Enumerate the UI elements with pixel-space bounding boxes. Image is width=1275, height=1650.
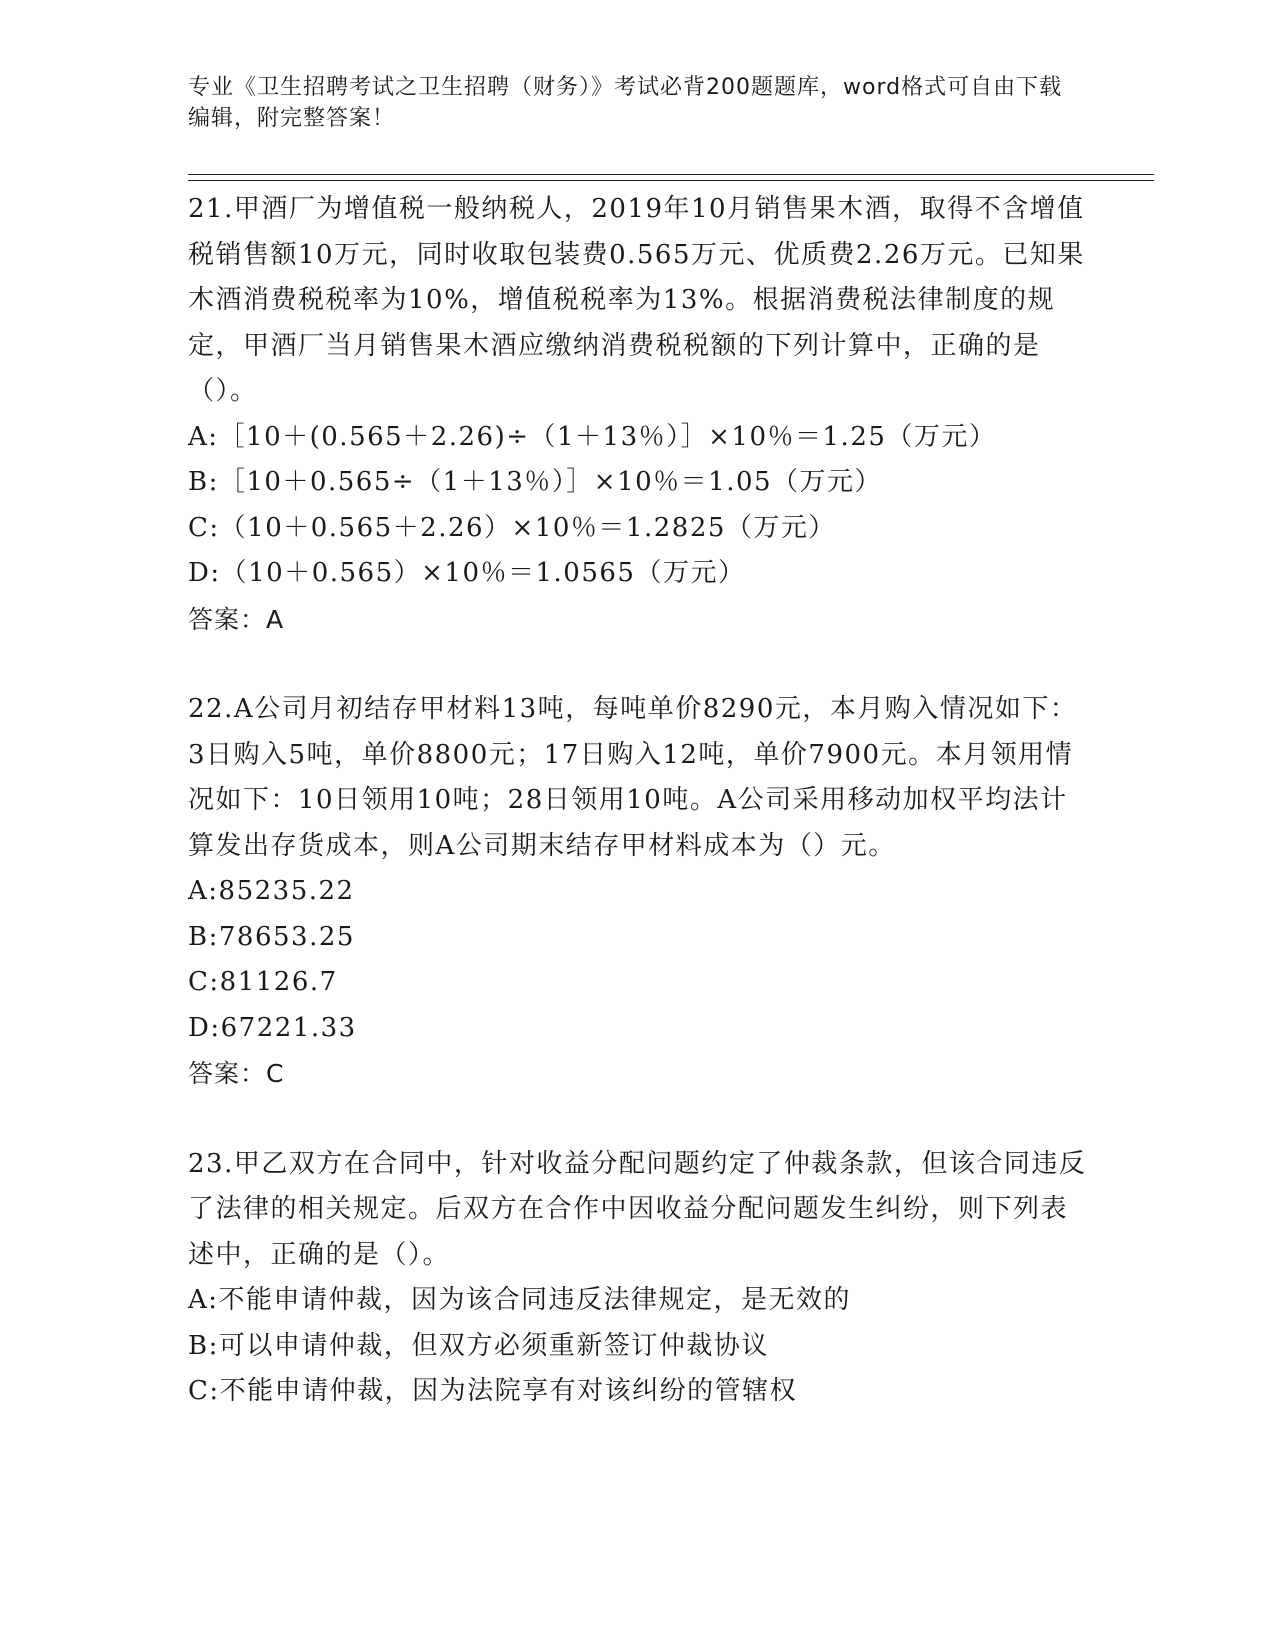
option-c: C:81126.7	[188, 967, 338, 997]
document-header: 专业《卫生招聘考试之卫生招聘（财务）》考试必背200题题库，word格式可自由下载编辑，附完整答案！	[188, 75, 1063, 131]
question-21	[188, 187, 1088, 642]
header-divider-top	[188, 174, 1154, 175]
option-a: A:85235.22	[188, 876, 355, 906]
option-a: A:不能申请仲裁，因为该合同违反法律规定，是无效的	[188, 1285, 852, 1315]
question-list	[188, 187, 1088, 1415]
question-23	[188, 1142, 1088, 1415]
question-spacer	[188, 1097, 1088, 1142]
option-d: D:67221.33	[188, 1012, 357, 1043]
question-22	[188, 687, 1088, 1097]
answer-line: 答案：A	[188, 604, 285, 634]
question-stem: 22.A公司月初结存甲材料13吨，每吨单价8290元，本月购入情况如下：3日购入5吨，单价8800元；17日购入12吨，单价7900元。本月领用情况如下：10日领用10吨；28日领用10吨。A公司采用移动加权平均法计算发出存货成本，则A公司期末结存甲材料成本为（）元。	[188, 694, 1078, 861]
option-c: C:不能申请仲裁，因为法院享有对该纠纷的管辖权	[188, 1376, 798, 1406]
answer-line: 答案：C	[188, 1059, 285, 1088]
option-b: B:78653.25	[188, 921, 355, 952]
header-divider-bottom	[188, 180, 1154, 181]
question-stem: 21.甲酒厂为增值税一般纳税人，2019年10月销售果木酒，取得不含增值税销售额10万元，同时收取包装费0.565万元、优质费2.26万元。已知果木酒消费税税率为10%，增值税税率为13%。根据消费税法律制度的规定，甲酒厂当月销售果木酒应缴纳消费税税额的下列计算中，正确的是（）。	[188, 194, 1085, 406]
option-d: D:（10＋0.565）×10％＝1.0565（万元）	[188, 558, 746, 588]
question-spacer	[188, 642, 1088, 687]
option-b: B:可以申请仲裁，但双方必须重新签订仲裁协议	[188, 1330, 769, 1361]
option-b: B:［10＋0.565÷（1＋13％）］×10％＝1.05（万元）	[188, 467, 883, 497]
question-stem: 23.甲乙双方在合同中，针对收益分配问题约定了仲裁条款，但该合同违反了法律的相关规定。后双方在合作中因收益分配问题发生纠纷，则下列表述中，正确的是（）。	[188, 1148, 1087, 1270]
option-a: A:［10＋(0.565＋2.26)÷（1＋13％）］×10％＝1.25（万元）	[188, 421, 997, 452]
option-c: C:（10＋0.565＋2.26）×10％＝1.2825（万元）	[188, 512, 836, 543]
